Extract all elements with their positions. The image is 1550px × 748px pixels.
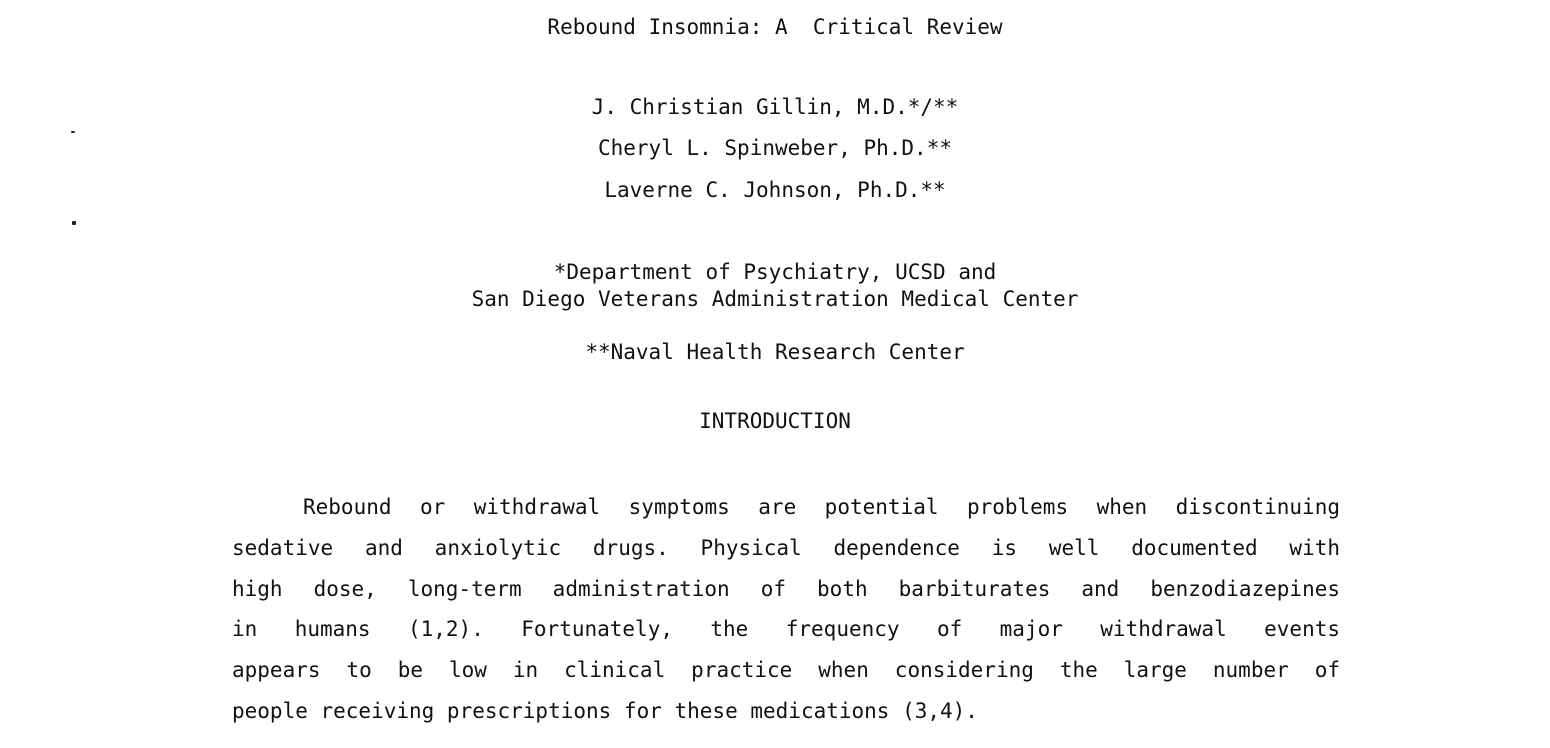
paper-title: Rebound Insomnia: A Critical Review	[547, 15, 1003, 39]
paragraph-line: people receiving prescriptions for these medications (3,4).	[232, 698, 978, 723]
author-spinweber: Cheryl L. Spinweber, Ph.D.**	[597, 136, 952, 160]
affiliation-naval-health: **Naval Health Research Center	[585, 340, 965, 364]
paragraph-line: Rebound or withdrawal symptoms are potential problems when discontinuing	[303, 495, 1340, 519]
paragraph-line: sedative and anxiolytic drugs. Physical dependence is well documented with	[232, 535, 1340, 560]
author-johnson: Laverne C. Johnson, Ph.D.**	[604, 178, 946, 202]
paragraph-line: high dose, long-term administration of both barbiturates and benzodiazepines	[232, 576, 1340, 601]
introduction-paragraph	[232, 487, 1340, 732]
affiliation-ucsd: *Department of Psychiatry, UCSD and	[553, 260, 997, 284]
scan-speck-mark	[71, 131, 75, 133]
affiliation-va-medical-center: San Diego Veterans Administration Medical Center	[471, 287, 1079, 311]
scan-dot-mark	[72, 221, 76, 225]
paragraph-line: in humans (1,2). Fortunately, the frequency of major withdrawal events	[232, 617, 1340, 642]
author-gillin: J. Christian Gillin, M.D.*/**	[591, 95, 959, 119]
section-heading-introduction: INTRODUCTION	[699, 409, 851, 433]
paragraph-line: appears to be low in clinical practice when considering the large number of	[232, 658, 1340, 683]
